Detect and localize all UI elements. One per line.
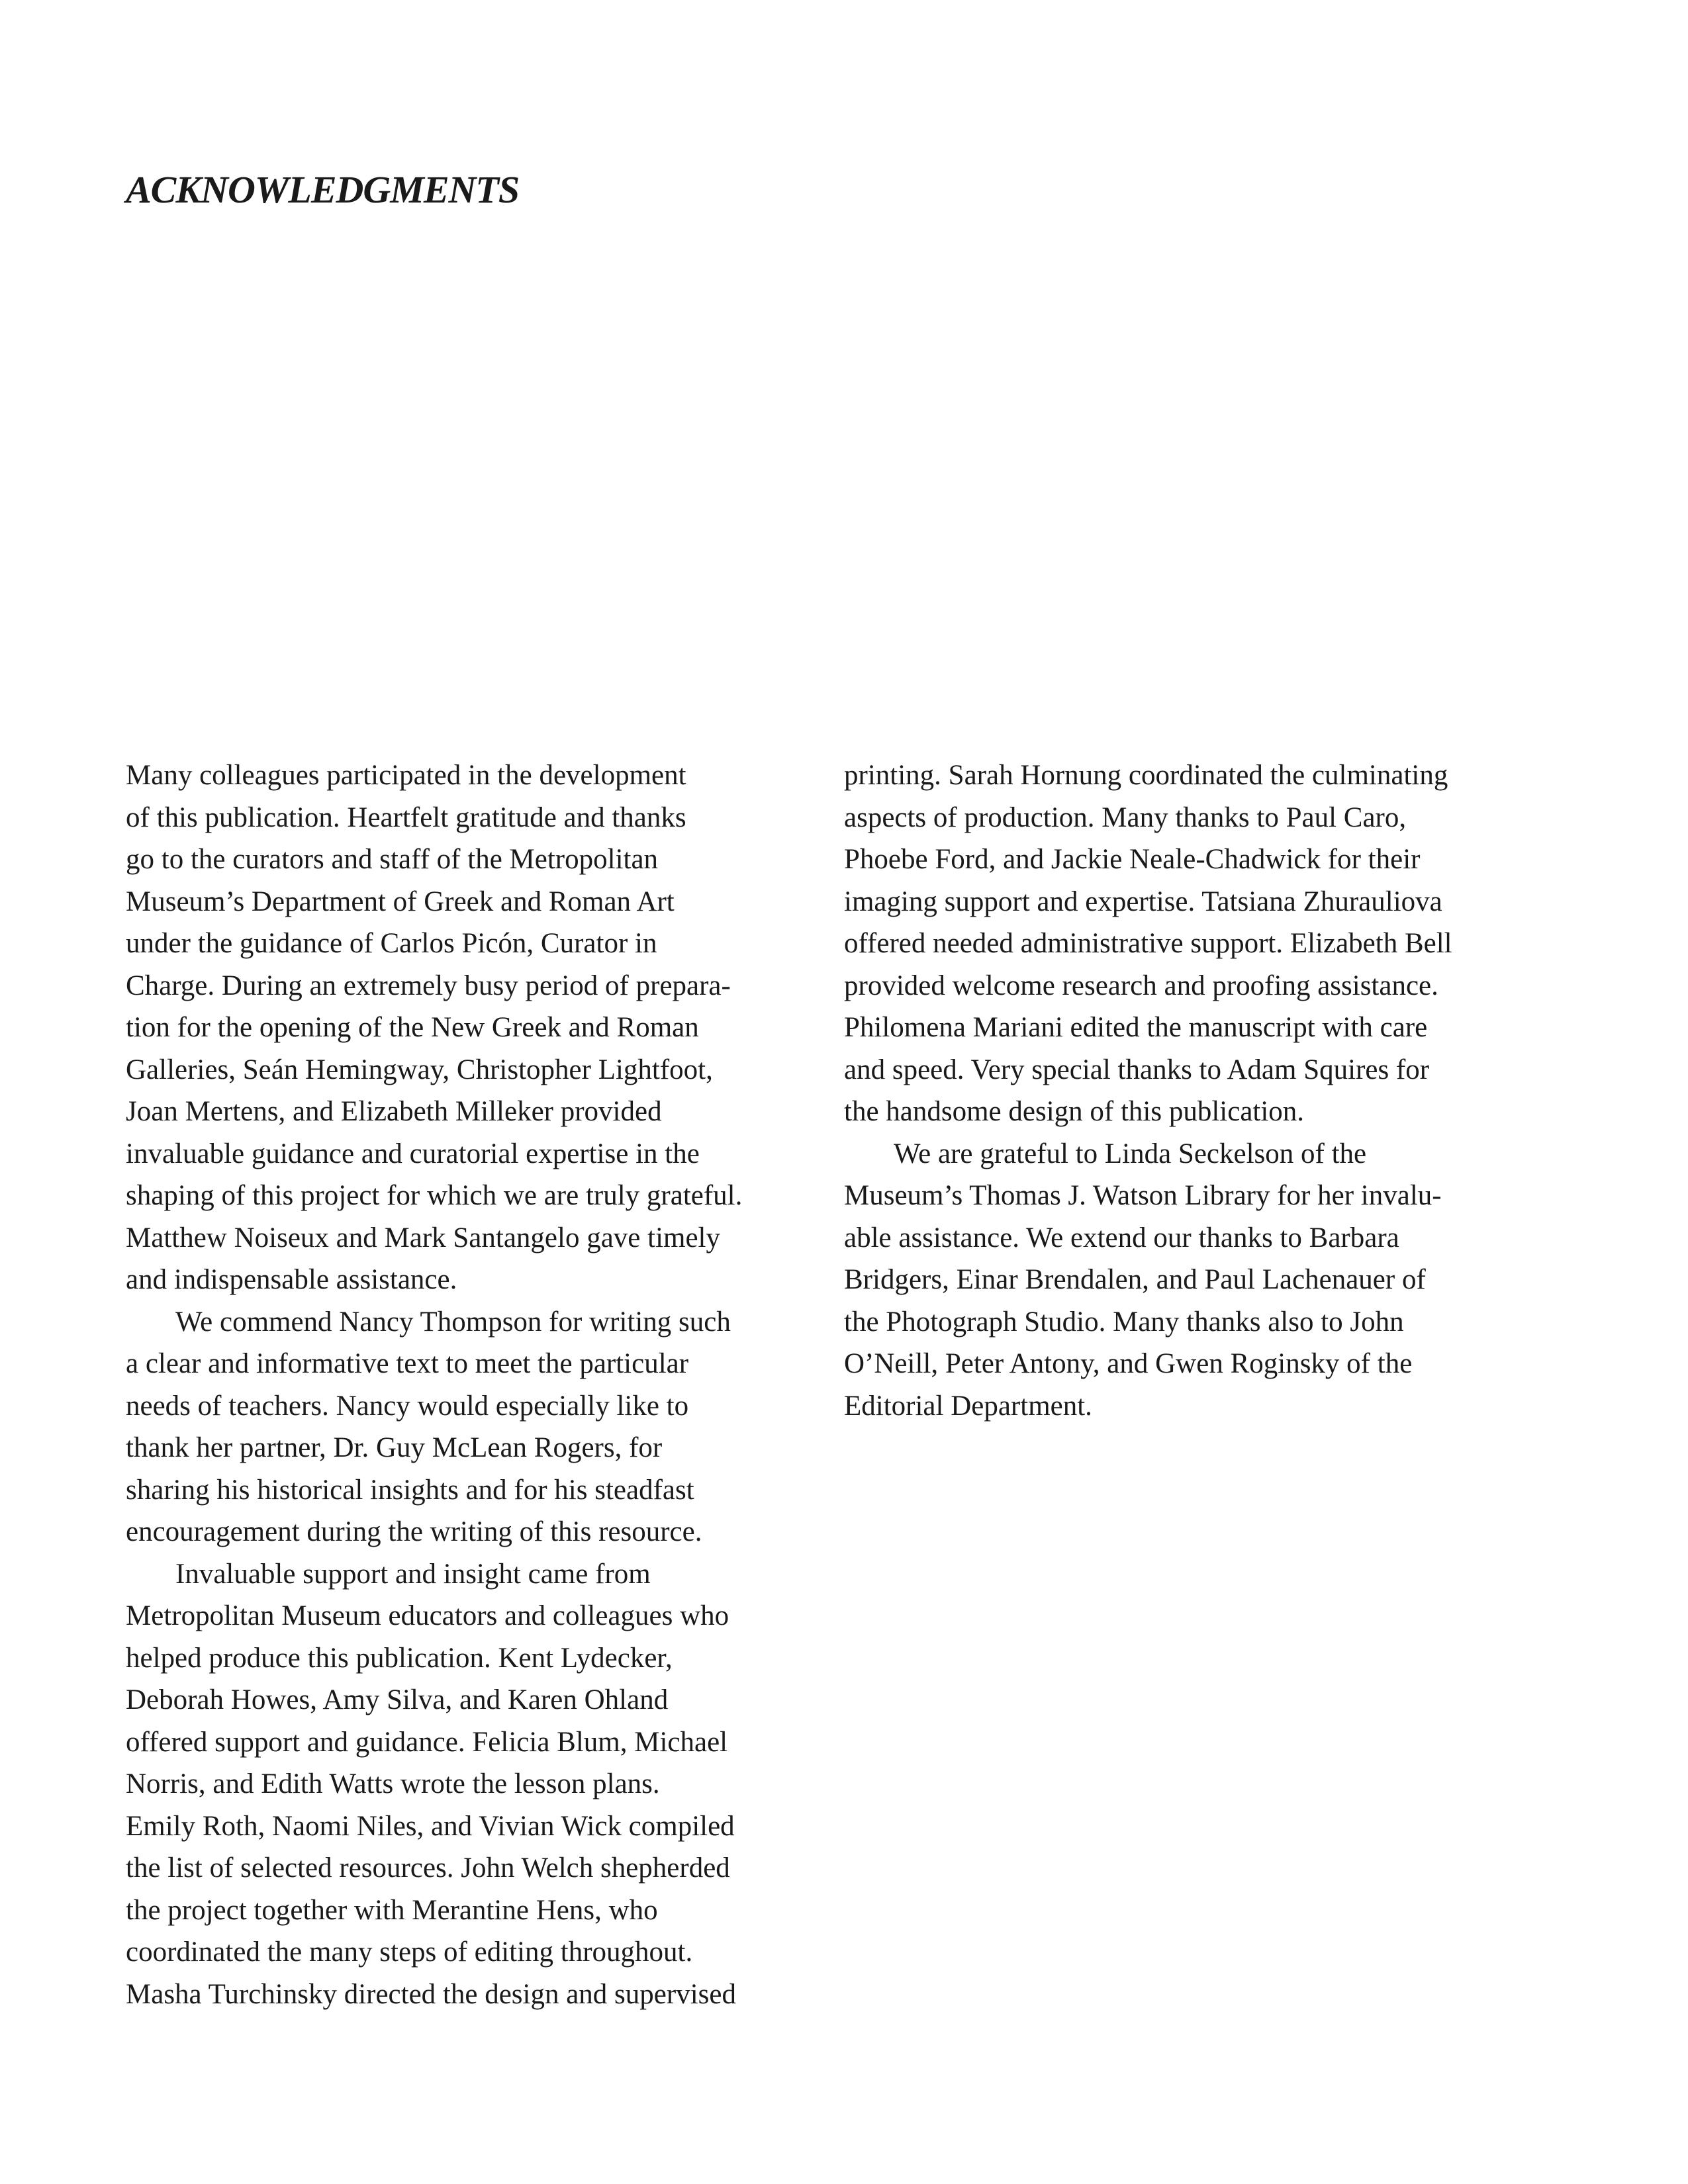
text-line: Norris, and Edith Watts wrote the lesson plans. [126,1768,660,1799]
text-line: tion for the opening of the New Greek and Roman [126,1012,699,1043]
page-title: ACKNOWLEDGMENTS [126,168,520,211]
text-line: Editorial Department. [844,1390,1092,1422]
text-line: Emily Roth, Naomi Niles, and Vivian Wick compiled [126,1810,735,1842]
text-line: shaping of this project for which we are truly grateful. [126,1180,743,1211]
paragraph-start-line: Invaluable support and insight came from [175,1558,651,1590]
text-line: Philomena Mariani edited the manuscript with care [844,1012,1428,1043]
text-line: offered support and guidance. Felicia Blum, Michael [126,1726,728,1758]
text-line: Museum’s Department of Greek and Roman Art [126,886,675,917]
text-line: Many colleagues participated in the development [126,760,686,791]
paragraph-start-line: We commend Nancy Thompson for writing such [175,1306,731,1338]
text-line: printing. Sarah Hornung coordinated the culminating [844,760,1448,791]
text-line: and indispensable assistance. [126,1264,457,1295]
text-line: the project together with Merantine Hens, who [126,1894,658,1926]
text-line: Masha Turchinsky directed the design and supervised [126,1978,736,2010]
text-line: the Photograph Studio. Many thanks also to John [844,1306,1404,1338]
text-line: of this publication. Heartfelt gratitude and thanks [126,801,686,833]
text-line: and speed. Very special thanks to Adam Squires for [844,1054,1430,1085]
text-line: sharing his historical insights and for his steadfast [126,1474,694,1506]
text-line: Museum’s Thomas J. Watson Library for her invalu- [844,1180,1442,1211]
text-line: coordinated the many steps of editing throughout. [126,1936,693,1968]
text-line: thank her partner, Dr. Guy McLean Rogers, for [126,1432,663,1463]
text-line: go to the curators and staff of the Metropolitan [126,844,659,875]
text-line: Metropolitan Museum educators and colleagues who [126,1600,729,1631]
right-text-column [844,754,1479,1427]
text-line: Phoebe Ford, and Jackie Neale-Chadwick for their [844,844,1421,875]
text-line: Deborah Howes, Amy Silva, and Karen Ohland [126,1684,669,1715]
text-line: helped produce this publication. Kent Lydecker, [126,1642,673,1674]
text-line: able assistance. We extend our thanks to Barbara [844,1222,1399,1253]
text-line: a clear and informative text to meet the particular [126,1348,689,1379]
text-line: Bridgers, Einar Brendalen, and Paul Lachenauer of [844,1264,1426,1295]
text-line: Charge. During an extremely busy period of prepara- [126,970,731,1001]
text-line: O’Neill, Peter Antony, and Gwen Roginsky of the [844,1348,1413,1379]
text-line: the handsome design of this publication. [844,1096,1305,1127]
text-line: offered needed administrative support. Elizabeth Bell [844,928,1452,959]
text-line: Joan Mertens, and Elizabeth Milleker provided [126,1096,662,1127]
left-text-column [126,754,761,2015]
text-line: provided welcome research and proofing assistance. [844,970,1438,1001]
text-line: needs of teachers. Nancy would especially like to [126,1390,689,1422]
text-line: imaging support and expertise. Tatsiana Zhurauliova [844,886,1442,917]
text-line: the list of selected resources. John Welch shepherded [126,1852,730,1884]
paragraph-start-line: We are grateful to Linda Seckelson of the [894,1138,1367,1169]
text-line: Matthew Noiseux and Mark Santangelo gave timely [126,1222,721,1253]
text-line: invaluable guidance and curatorial expertise in the [126,1138,700,1169]
text-line: aspects of production. Many thanks to Paul Caro, [844,801,1407,833]
text-line: under the guidance of Carlos Picón, Curator in [126,928,657,959]
text-line: encouragement during the writing of this resource. [126,1516,702,1547]
text-line: Galleries, Seán Hemingway, Christopher Lightfoot, [126,1054,713,1085]
